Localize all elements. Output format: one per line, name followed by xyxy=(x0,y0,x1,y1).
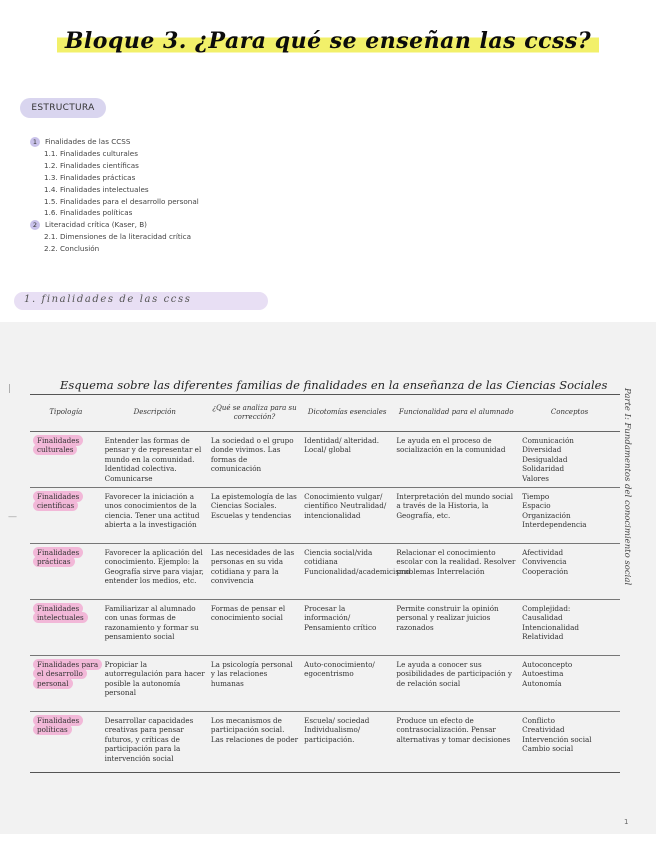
concept-item: Complejidad: xyxy=(522,604,571,613)
cell-conceptos xyxy=(519,488,620,544)
cell-descripcion: Favorecer la iniciación a unos conocimientos de la ciencia. Tener una actitud abierta a la investigación xyxy=(102,488,208,544)
cell-dicotomias: Ciencia social/vida cotidiana Funcionalidad/academicismo xyxy=(301,544,393,600)
cell-conceptos xyxy=(519,432,620,488)
cell-conceptos xyxy=(519,712,620,773)
table-row xyxy=(30,656,620,712)
cell-funcionalidad: Le ayuda en el proceso de socialización en la comunidad xyxy=(393,432,519,488)
header-dicotomias: Dicotomías esenciales xyxy=(301,395,393,432)
concept-item: Autoconcepto xyxy=(522,660,573,669)
table-row xyxy=(30,600,620,656)
outline-item xyxy=(30,219,199,231)
header-descripcion: Descripción xyxy=(102,395,208,432)
cell-analiza: Las necesidades de las personas en su vida cotidiana y para la convivencia xyxy=(208,544,301,600)
concept-item: Espacio xyxy=(522,501,551,511)
side-caption: Parte I: Fundamentos del conocimiento social xyxy=(622,388,632,586)
cell-tipologia xyxy=(30,432,102,488)
table-row xyxy=(30,488,620,544)
margin-mark: — xyxy=(8,512,17,522)
cell-descripcion: Favorecer la aplicación del conocimiento. Ejemplo: la Geografía sirve para viajar, entender los medios, etc. xyxy=(102,544,208,600)
concept-item: Organización xyxy=(522,510,571,520)
concept-item: Autonomía xyxy=(522,678,562,688)
concept-item: Tiempo xyxy=(522,492,550,501)
tipologia-highlight: Finalidades intelectuales xyxy=(33,603,88,623)
cell-dicotomias: Auto-conocimiento/ egocentrismo xyxy=(301,656,393,712)
page-title-wrap xyxy=(0,26,656,56)
outline-item: 1.2. Finalidades científicas xyxy=(44,160,139,170)
cell-descripcion: Propiciar la autorregulación para hacer posible la autonomía personal xyxy=(102,656,208,712)
concept-item: Afectividad xyxy=(522,548,564,557)
page-title: Bloque 3. ¿Para qué se enseñan las ccss? xyxy=(57,26,599,56)
outline-item: 1.6. Finalidades políticas xyxy=(44,208,133,218)
table-row xyxy=(30,544,620,600)
outline-list xyxy=(30,136,199,255)
cell-dicotomias: Procesar la información/ Pensamiento crítico xyxy=(301,600,393,656)
outline-item: 1.4. Finalidades intelectuales xyxy=(44,184,149,194)
cell-conceptos xyxy=(519,544,620,600)
concept-item: Desigualdad xyxy=(522,454,568,464)
cell-dicotomias: Conocimiento vulgar/ científico Neutralidad/ intencionalidad xyxy=(301,488,393,544)
concept-item: Causalidad xyxy=(522,613,563,623)
section-heading-text: 1. finalidades de las ccss xyxy=(24,294,192,305)
concept-item: Solidaridad xyxy=(522,464,565,474)
tipologia-highlight: Finalidades prácticas xyxy=(33,547,83,567)
cell-analiza: La epistemología de las Ciencias Sociales. Escuelas y tendencias xyxy=(208,488,301,544)
cell-analiza: La sociedad o el grupo donde vivimos. Las formas de comunicación xyxy=(208,432,301,488)
concept-item: Intervención social xyxy=(522,734,592,744)
cell-tipologia xyxy=(30,544,102,600)
outline-item: 2.2. Conclusión xyxy=(44,244,100,254)
concept-item: Valores xyxy=(522,473,549,483)
cell-funcionalidad: Permite construir la opinión personal y realizar juicios razonados xyxy=(393,600,519,656)
header-tipologia: Tipología xyxy=(30,395,102,432)
outline-item: 1.1. Finalidades culturales xyxy=(44,148,138,158)
cell-funcionalidad: Interpretación del mundo social a través de la Historia, la Geografía, etc. xyxy=(393,488,519,544)
cell-tipologia xyxy=(30,600,102,656)
cell-tipologia xyxy=(30,712,102,773)
section-heading xyxy=(14,292,268,310)
outline-item-label: Finalidades de las CCSS xyxy=(45,137,131,146)
cell-dicotomias: Escuela/ sociedad Individualismo/ participación. xyxy=(301,712,393,773)
cell-dicotomias: Identidad/ alteridad. Local/ global xyxy=(301,432,393,488)
cell-tipologia xyxy=(30,656,102,712)
concept-item: Comunicación xyxy=(522,436,574,445)
table-header-row xyxy=(30,395,620,432)
cell-descripcion: Familiarizar al alumnado con unas formas de razonamiento y formar su pensamiento social xyxy=(102,600,208,656)
cell-funcionalidad: Produce un efecto de contrasocialización. Pensar alternativas y tomar decisiones xyxy=(393,712,519,773)
outline-item: 1.5. Finalidades para el desarrollo personal xyxy=(44,196,199,206)
cell-conceptos xyxy=(519,600,620,656)
concept-item: Cooperación xyxy=(522,566,569,576)
outline-item: 2.1. Dimensiones de la literacidad crítica xyxy=(44,232,192,242)
concept-item: Cambio social xyxy=(522,744,574,754)
outline-number-badge: 1 xyxy=(30,137,40,147)
header-conceptos: Conceptos xyxy=(519,395,620,432)
concept-item: Interdependencia xyxy=(522,520,587,530)
cell-analiza: La psicología personal y las relaciones humanas xyxy=(208,656,301,712)
table-row xyxy=(30,712,620,773)
concept-item: Diversidad xyxy=(522,445,562,455)
page-number: 1 xyxy=(624,818,629,826)
tipologia-highlight: Finalidades para el desarrollo personal xyxy=(33,659,102,689)
cell-descripcion: Desarrollar capacidades creativas para pensar futuros, y críticas de participación para la intervención social xyxy=(102,712,208,773)
concept-item: Conflicto xyxy=(522,716,555,725)
margin-mark: | xyxy=(8,384,12,394)
table-row xyxy=(30,432,620,488)
cell-descripcion: Entender las formas de pensar y de representar el mundo en la comunidad. Identidad colectiva. Comunicarse xyxy=(102,432,208,488)
concept-item: Convivencia xyxy=(522,557,567,567)
tipologia-highlight: Finalidades políticas xyxy=(33,715,83,735)
header-funcionalidad: Funcionalidad para el alumnado xyxy=(393,395,519,432)
finalidades-table xyxy=(30,394,620,773)
outline-item-label: Literacidad crítica (Kaser, B) xyxy=(45,220,147,230)
concept-item: Autoestima xyxy=(522,669,564,679)
tipologia-highlight: Finalidades culturales xyxy=(33,435,83,455)
estructura-label: ESTRUCTURA xyxy=(20,98,106,118)
concept-item: Creatividad xyxy=(522,725,565,735)
cell-funcionalidad: Relacionar el conocimiento escolar con la realidad. Resolver problemas Interrelación xyxy=(393,544,519,600)
concept-item: Intencionalidad xyxy=(522,622,579,632)
header-analiza: ¿Qué se analiza para su corrección? xyxy=(208,395,301,432)
cell-funcionalidad: Le ayuda a conocer sus posibilidades de participación y de relación social xyxy=(393,656,519,712)
concept-item: Relatividad xyxy=(522,632,564,642)
cell-conceptos xyxy=(519,656,620,712)
table-title: Esquema sobre las diferentes familias de finalidades en la enseñanza de las Ciencias Sociales xyxy=(60,378,608,392)
cell-analiza: Los mecanismos de participación social. Las relaciones de poder xyxy=(208,712,301,773)
cell-analiza: Formas de pensar el conocimiento social xyxy=(208,600,301,656)
outline-item: 1.3. Finalidades prácticas xyxy=(44,172,136,182)
outline-item xyxy=(30,136,199,148)
outline-number-badge: 2 xyxy=(30,220,40,230)
cell-tipologia xyxy=(30,488,102,544)
tipologia-highlight: Finalidades científicas xyxy=(33,491,83,511)
